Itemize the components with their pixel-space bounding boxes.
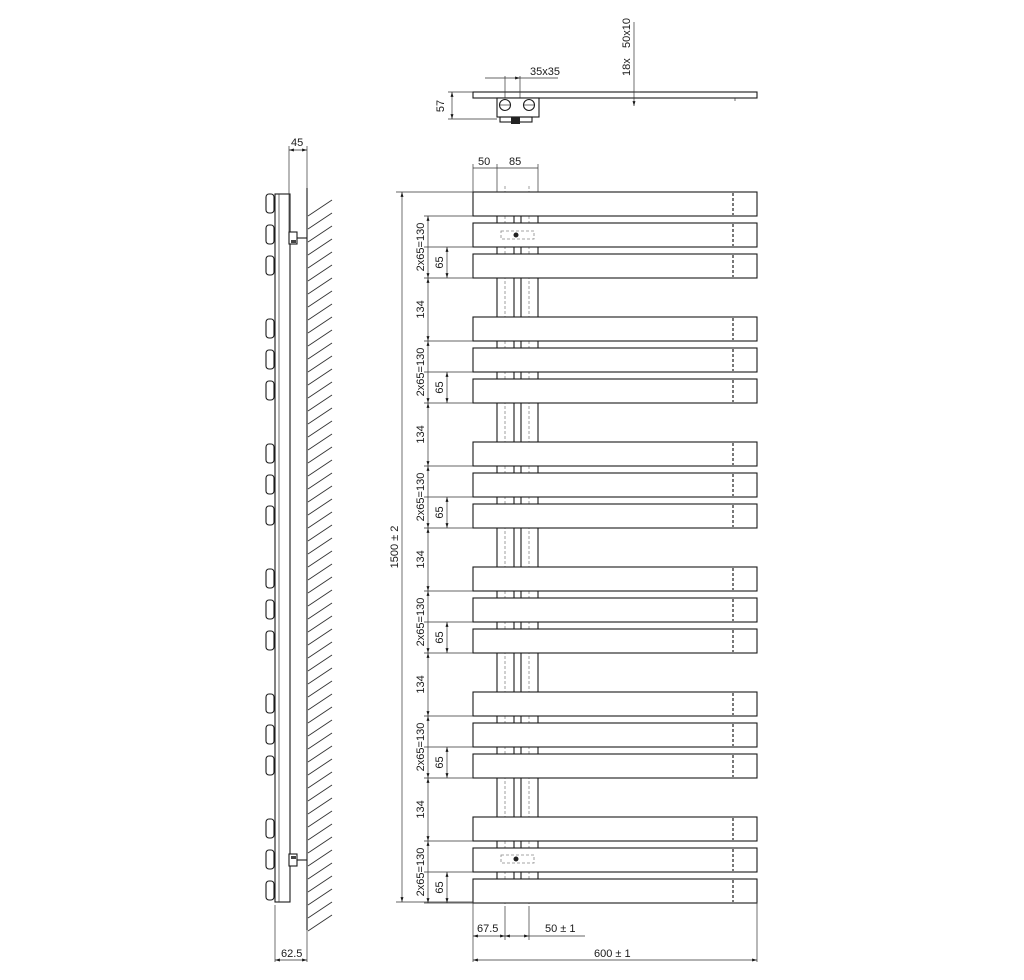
hatch-line xyxy=(308,603,332,619)
side-bar xyxy=(266,381,274,400)
towel-bar xyxy=(473,754,757,778)
hatch-line xyxy=(308,382,332,398)
bar-spacing-label: 65 xyxy=(434,256,446,269)
side-bar xyxy=(266,756,274,775)
side-bar xyxy=(266,225,274,244)
hatch-line xyxy=(308,863,332,879)
group-pitch-label: 2x65=130 xyxy=(415,222,427,272)
towel-bar xyxy=(473,473,757,497)
hatch-line xyxy=(308,408,332,424)
side-bar xyxy=(266,475,274,494)
collector-right xyxy=(521,194,538,902)
side-bar xyxy=(266,194,274,213)
side-bar xyxy=(266,350,274,369)
hatch-line xyxy=(308,356,332,372)
towel-bar xyxy=(473,348,757,372)
hatch-line xyxy=(308,668,332,684)
bracket-size-label: 35x35 xyxy=(530,66,560,78)
bar-spacing-label: 65 xyxy=(434,381,446,394)
hatch-line xyxy=(308,499,332,515)
towel-bar xyxy=(473,317,757,341)
side-bar xyxy=(266,694,274,713)
side-bar xyxy=(266,569,274,588)
connection-offset-label: 67.5 xyxy=(477,923,499,935)
side-collector xyxy=(275,194,290,902)
hatch-line xyxy=(308,876,332,892)
group-gap-label: 134 xyxy=(415,425,427,444)
hatch-line xyxy=(308,239,332,255)
group-pitch-label: 2x65=130 xyxy=(415,347,427,397)
hatch-line xyxy=(308,343,332,359)
hatch-line xyxy=(308,304,332,320)
hatch-line xyxy=(308,538,332,554)
hatch-line xyxy=(308,837,332,853)
hatch-line xyxy=(308,434,332,450)
group-pitch-label: 2x65=130 xyxy=(415,597,427,647)
upper-wall-bracket xyxy=(289,232,307,244)
hatch-line xyxy=(308,291,332,307)
wall-hatching xyxy=(308,200,332,931)
hatch-line xyxy=(308,616,332,632)
top-view-fixing xyxy=(511,117,520,124)
towel-bar xyxy=(473,817,757,841)
towel-bar xyxy=(473,879,757,903)
towel-bar xyxy=(473,192,757,216)
lower-wall-bracket xyxy=(289,854,307,866)
hatch-line xyxy=(308,551,332,567)
hatch-line xyxy=(308,850,332,866)
group-gap-label: 134 xyxy=(415,550,427,569)
collector-width-label: 85 xyxy=(509,156,522,168)
hatch-line xyxy=(308,421,332,437)
total-depth-label: 62.5 xyxy=(281,948,303,960)
collector-left xyxy=(497,194,514,902)
hatch-line xyxy=(308,525,332,541)
hatch-line xyxy=(308,707,332,723)
front-view xyxy=(389,156,757,962)
hatch-line xyxy=(308,577,332,593)
bar-spacing-label: 65 xyxy=(434,506,446,519)
hatch-line xyxy=(308,226,332,242)
group-gap-label: 134 xyxy=(415,675,427,694)
towel-bar xyxy=(473,379,757,403)
hatch-line xyxy=(308,694,332,710)
hatch-line xyxy=(308,681,332,697)
hatch-line xyxy=(308,213,332,229)
side-bar xyxy=(266,631,274,650)
connection-spacing-label: 50 ± 1 xyxy=(545,923,576,935)
group-gap-label: 134 xyxy=(415,300,427,319)
hatch-line xyxy=(308,395,332,411)
group-pitch-label: 2x65=130 xyxy=(415,847,427,897)
pitch-dimensions xyxy=(415,216,473,903)
side-bar xyxy=(266,319,274,338)
hatch-line xyxy=(308,265,332,281)
bar-spacing-label: 65 xyxy=(434,756,446,769)
group-pitch-label: 2x65=130 xyxy=(415,472,427,522)
hatch-line xyxy=(308,564,332,580)
towel-bar xyxy=(473,723,757,747)
side-bar xyxy=(266,881,274,900)
side-bar xyxy=(266,444,274,463)
fixing-qty-label: 18x xyxy=(621,58,633,76)
hatch-line xyxy=(308,252,332,268)
hatch-line xyxy=(308,902,332,918)
group-gap-label: 134 xyxy=(415,800,427,819)
hatch-line xyxy=(308,655,332,671)
towel-bar xyxy=(473,692,757,716)
hatch-line xyxy=(308,889,332,905)
hatch-line xyxy=(308,590,332,606)
hatch-line xyxy=(308,720,332,736)
side-view xyxy=(266,137,332,962)
hatch-line xyxy=(308,811,332,827)
towel-bar xyxy=(473,442,757,466)
hatch-line xyxy=(308,733,332,749)
hatch-line xyxy=(308,759,332,775)
hatch-line xyxy=(308,369,332,385)
towel-bar xyxy=(473,629,757,653)
hatch-line xyxy=(308,200,332,216)
hatch-line xyxy=(308,317,332,333)
hatch-line xyxy=(308,473,332,489)
bar-spacing-label: 65 xyxy=(434,631,446,644)
top-depth-label: 57 xyxy=(435,99,447,113)
group-pitch-label: 2x65=130 xyxy=(415,722,427,772)
offset-left-label: 50 xyxy=(478,156,491,168)
front-bars xyxy=(473,192,757,903)
overall-height-label: 1500 ± 2 xyxy=(389,525,401,569)
towel-bar xyxy=(473,598,757,622)
hatch-line xyxy=(308,798,332,814)
towel-bar xyxy=(473,254,757,278)
towel-bar xyxy=(473,567,757,591)
hatch-line xyxy=(308,512,332,528)
hatch-line xyxy=(308,460,332,476)
bar-spacing-label: 65 xyxy=(434,881,446,894)
hatch-line xyxy=(308,746,332,762)
side-bar xyxy=(266,506,274,525)
side-bar xyxy=(266,256,274,275)
wall-gap-label: 45 xyxy=(291,137,304,149)
top-view-plate xyxy=(473,92,757,98)
hatch-line xyxy=(308,278,332,294)
hatch-line xyxy=(308,785,332,801)
fixing-size-label: 50x10 xyxy=(621,18,633,48)
hatch-line xyxy=(308,824,332,840)
hatch-line xyxy=(308,915,332,931)
side-bar xyxy=(266,600,274,619)
hatch-line xyxy=(308,642,332,658)
side-bar xyxy=(266,725,274,744)
hatch-line xyxy=(308,447,332,463)
overall-width-label: 600 ± 1 xyxy=(594,948,631,960)
hatch-line xyxy=(308,330,332,346)
hatch-line xyxy=(308,772,332,788)
hatch-line xyxy=(308,486,332,502)
side-bar xyxy=(266,819,274,838)
side-bar xyxy=(266,850,274,869)
top-view xyxy=(435,18,757,124)
hatch-line xyxy=(308,629,332,645)
side-bars xyxy=(266,194,274,900)
towel-bar xyxy=(473,504,757,528)
